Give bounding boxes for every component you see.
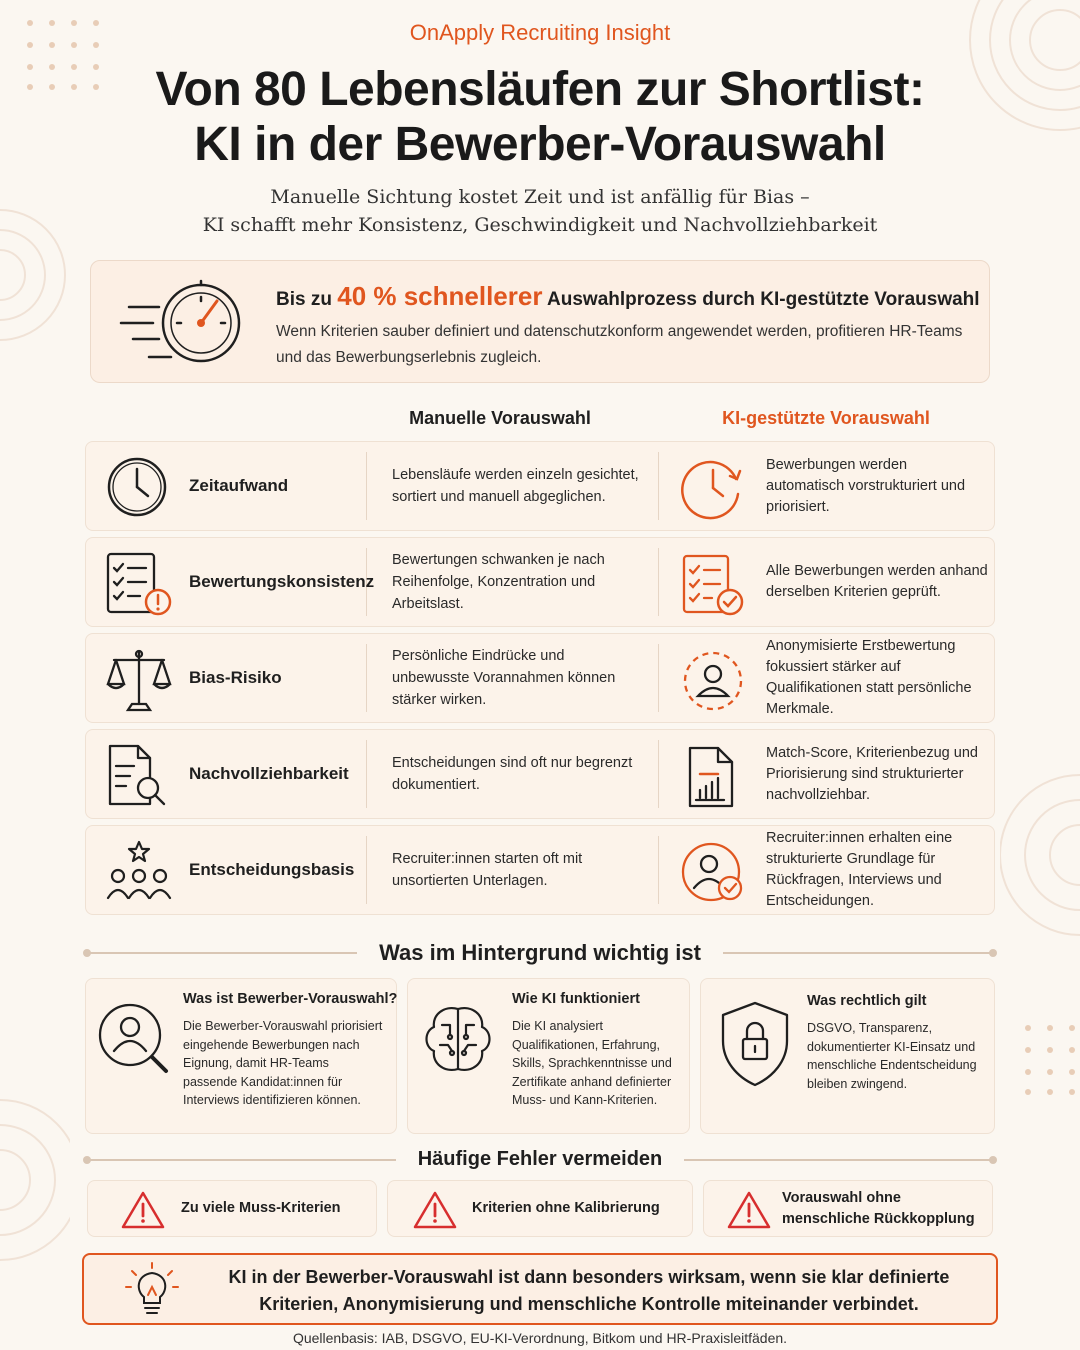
document-chart-icon [678,742,748,812]
row-label: Nachvollziehbarkeit [189,764,349,783]
error-text: Vorauswahl ohne menschliche Rückkopplung [782,1189,975,1227]
row-label: Bias-Risiko [189,668,282,687]
card-title: Was ist Bewerber-Vorauswahl? [183,991,398,1007]
row-manual-text: Entscheidungen sind oft nur begrenzt dokumentiert. [392,755,633,793]
card-title: Wie KI funktioniert [512,991,640,1007]
comparison-row-nachvollziehbarkeit [85,729,995,819]
error-item-muss-kriterien [87,1180,377,1237]
speedometer-icon [119,277,249,367]
error-text: Kriterien ohne Kalibrierung [472,1200,660,1216]
checklist-warning-icon [104,550,176,620]
row-manual-text: Lebensläufe werden einzeln gesichtet, sortiert und manuell abgeglichen. [392,467,639,505]
clock-refresh-icon [678,454,748,520]
row-label: Bewertungskonsistenz [189,572,375,591]
brand-label: OnApply Recruiting Insight [409,20,671,45]
row-manual-text: Recruiter:innen starten oft mit unsortierten Unterlagen. [392,851,583,889]
warning-icon [412,1190,458,1230]
error-item-rueckkopplung [703,1180,993,1237]
card-text: Die Bewerber-Vorauswahl priorisiert eingehende Bewerbungen nach Eignung, damit HR-Teams passende Kandidat:innen für Interviews identifizieren können. [183,1019,383,1107]
dot-grid-decoration [1020,1020,1080,1100]
info-card-bewerber-vorauswahl [85,978,397,1134]
comparison-row-zeitaufwand [85,441,995,531]
lightbulb-icon [122,1261,182,1319]
row-label: Entscheidungsbasis [189,860,355,879]
source-note: Quellenbasis: IAB, DSGVO, EU-KI-Verordnung, Bitkom und HR-Praxisleitfäden. [292,1330,788,1346]
ring-decoration [1000,760,1080,950]
column-header-ai: KI-gestützte Vorauswahl [722,408,930,428]
document-search-icon [104,742,174,812]
error-text: Zu viele Muss-Kriterien [181,1200,341,1216]
user-check-icon [678,838,748,908]
row-ai-text: Bewerbungen werden automatisch vorstrukturiert und priorisiert. [766,456,966,515]
comparison-row-entscheidungsbasis [85,825,995,915]
warning-icon [120,1190,166,1230]
hero-callout [90,260,990,383]
row-ai-text: Recruiter:innen erhalten eine strukturierte Grundlage für Rückfragen, Interviews und Entscheidungen. [766,830,953,909]
ring-decoration [0,1080,70,1280]
anonymous-user-icon [678,646,748,716]
row-ai-text: Alle Bewerbungen werden anhand derselben Kriterien geprüft. [766,563,988,600]
hero-highlight: 40 % schnellerer [337,281,543,311]
card-text: Die KI analysiert Qualifikationen, Erfahrung, Skills, Sprachkenntnisse und Zertifikate anhand definierter Muss- und Kann-Kriterien. [512,1019,672,1107]
background-heading-text: Was im Hintergrund wichtig ist [379,940,701,965]
comparison-row-bewertungskonsistenz [85,537,995,627]
card-title: Was rechtlich gilt [807,993,927,1009]
error-item-kalibrierung [387,1180,693,1237]
subtitle-line-1: Manuelle Sichtung kostet Zeit und ist anfällig für Bias – [270,186,810,208]
errors-heading-text: Häufige Fehler vermeiden [417,1148,663,1170]
conclusion-callout [82,1253,998,1325]
row-ai-text: Anonymisierte Erstbewertung fokussiert stärker auf Qualifikationen statt persönliche Merkmale. [766,638,972,717]
errors-heading [85,1148,995,1171]
brain-circuit-icon [418,1001,498,1081]
hero-suffix: Auswahlprozess durch KI-gestützte Vorauswahl [542,289,980,310]
info-card-recht [700,978,995,1134]
clock-icon [104,454,170,520]
title-line-2: KI in der Bewerber-Vorauswahl [194,118,886,171]
background-heading [85,940,995,966]
row-ai-text: Match-Score, Kriterienbezug und Priorisierung sind strukturierter nachvollziehbar. [766,744,978,803]
scales-icon [104,646,174,716]
user-search-icon [96,1001,176,1081]
row-manual-text: Persönliche Eindrücke und unbewusste Vorannahmen können stärker wirken. [392,648,616,708]
title-line-1: Von 80 Lebensläufen zur Shortlist: [155,63,925,116]
row-manual-text: Bewertungen schwanken je nach Reihenfolge, Konzentration und Arbeitslast. [392,552,605,612]
conclusion-text: KI in der Bewerber-Vorauswahl ist dann besonders wirksam, wenn sie klar definierte Kriterien, Anonymisierung und menschliche Kontrolle miteinander verbindet. [228,1267,950,1314]
page-title [0,62,1080,172]
column-header-manual: Manuelle Vorauswahl [409,408,591,428]
team-star-icon [104,838,174,908]
checklist-check-icon [678,550,750,620]
warning-icon [726,1190,772,1230]
comparison-row-bias-risiko [85,633,995,723]
hero-headline [276,281,980,312]
card-text: DSGVO, Transparenz, dokumentierter KI-Einsatz und menschliche Endentscheidung bleiben zwingend. [807,1021,977,1091]
row-label: Zeitaufwand [189,476,289,495]
hero-prefix: Bis zu [276,289,338,310]
info-card-ki-funktion [407,978,690,1134]
hero-text: Wenn Kriterien sauber definiert und datenschutzkonform angewendet werden, profitieren HR-Teams und das Bewerbungserlebnis zugleich. [276,323,963,366]
subtitle-line-2: KI schafft mehr Konsistenz, Geschwindigkeit und Nachvollziehbarkeit [202,214,878,236]
page-subtitle [0,183,1080,239]
shield-lock-icon [715,999,795,1089]
